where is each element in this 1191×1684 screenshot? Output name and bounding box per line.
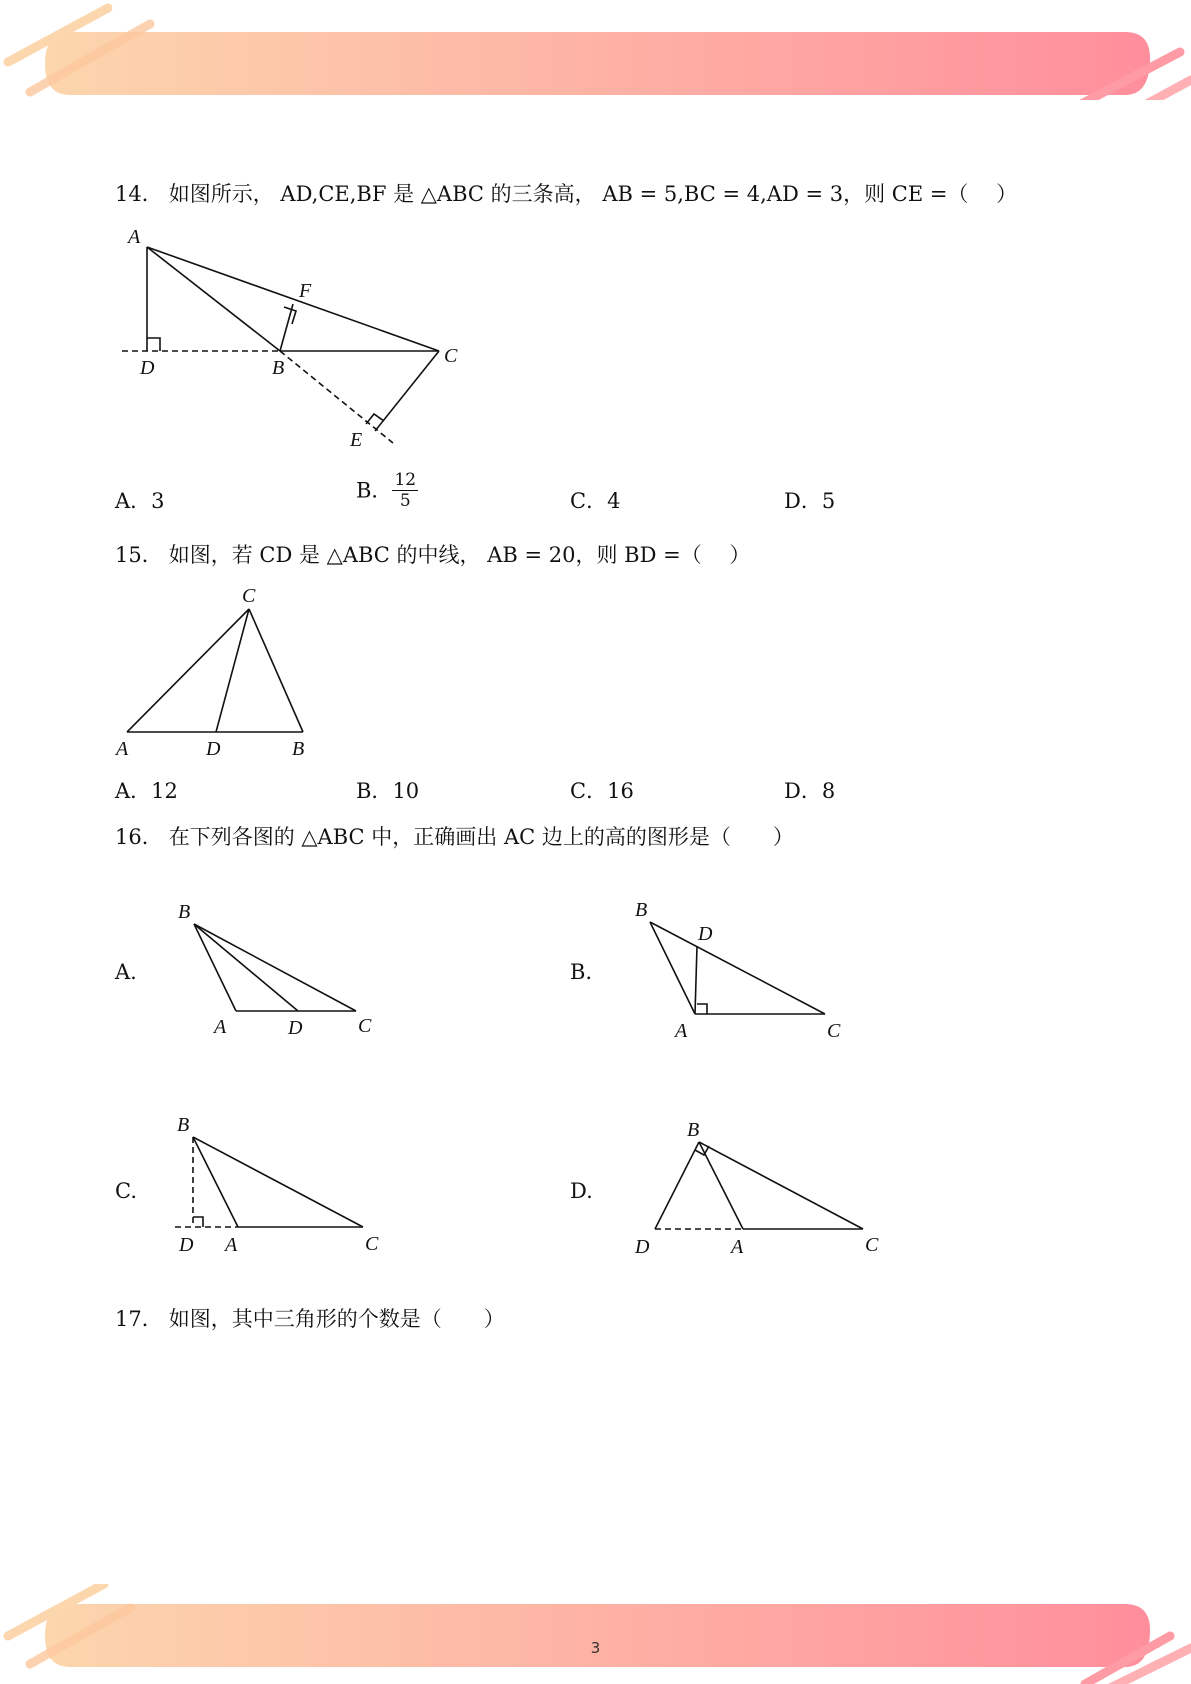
label-E: E [350, 429, 363, 451]
question-17 [115, 1305, 505, 1333]
option-letter: D． [784, 489, 822, 513]
header-banner [0, 0, 1191, 100]
question-14 [115, 180, 1017, 208]
q15-option-d[interactable] [784, 777, 835, 805]
label-B: B [178, 901, 191, 923]
question-number: 16． [115, 825, 163, 849]
q14-option-a[interactable] [115, 487, 165, 515]
option-letter: A. [115, 960, 137, 984]
label-C: C [358, 1015, 372, 1037]
q14-option-d[interactable] [784, 487, 835, 515]
question-text: 如图所示， AD,CE,BF 是 △ABC 的三条高， AB = 5,BC = 4,AD = 3，则 CE =（ ） [168, 182, 1018, 206]
page-number: 3 [590, 1639, 601, 1657]
option-letter: C． [570, 779, 608, 803]
label-A: A [128, 226, 141, 248]
q16-figure-b [625, 890, 865, 1050]
q16-option-d[interactable] [570, 1177, 593, 1205]
label-B: B [272, 357, 285, 379]
label-A: A [225, 1234, 238, 1256]
q15-option-b[interactable] [356, 777, 419, 805]
fraction [392, 470, 418, 511]
label-D: D [288, 1017, 303, 1039]
q16-option-c[interactable] [115, 1177, 137, 1205]
footer-banner [0, 1584, 1191, 1684]
q16-option-a[interactable] [115, 958, 137, 986]
q15-option-a[interactable] [115, 777, 178, 805]
option-value: 5 [821, 489, 836, 513]
q14-option-c[interactable] [570, 487, 620, 515]
fraction-denominator: 5 [399, 491, 411, 511]
fraction-numerator: 12 [394, 470, 417, 490]
label-A: A [116, 738, 129, 760]
q14-option-b[interactable] [356, 470, 418, 511]
label-B: B [292, 738, 305, 760]
label-C: C [242, 585, 256, 607]
question-number: 15． [115, 543, 163, 567]
q16-figure-d [625, 1112, 885, 1272]
label-B: B [177, 1114, 190, 1136]
option-value: 16 [607, 779, 634, 803]
label-C: C [365, 1233, 379, 1255]
question-text: 在下列各图的 △ABC 中，正确画出 AC 边上的高的图形是（ ） [168, 825, 794, 849]
option-value: 10 [392, 779, 420, 803]
option-letter: D. [570, 1179, 593, 1203]
label-D: D [179, 1234, 194, 1256]
q15-option-c[interactable] [570, 777, 634, 805]
option-letter: B． [356, 779, 393, 803]
label-A: A [214, 1016, 227, 1038]
label-B: B [635, 899, 648, 921]
label-C: C [444, 345, 458, 367]
option-letter: A． [115, 779, 152, 803]
option-letter: C. [115, 1179, 137, 1203]
q14-figure [110, 225, 470, 455]
question-text: 如图，其中三角形的个数是（ ） [168, 1307, 505, 1331]
label-D: D [698, 923, 713, 945]
label-A: A [731, 1236, 744, 1258]
q16-figure-a [170, 895, 390, 1045]
label-D: D [140, 357, 155, 379]
label-C: C [865, 1234, 879, 1256]
option-value: 8 [821, 779, 836, 803]
option-value: 12 [151, 779, 178, 803]
q16-option-b[interactable] [570, 958, 592, 986]
question-16 [115, 823, 794, 851]
label-C: C [827, 1020, 841, 1042]
option-letter: B． [356, 478, 393, 503]
q15-figure [110, 582, 330, 762]
question-text: 如图，若 CD 是 △ABC 的中线， AB = 20，则 BD =（ ） [168, 543, 751, 567]
question-number: 17． [115, 1307, 163, 1331]
option-letter: A． [115, 489, 152, 513]
label-D: D [206, 738, 221, 760]
option-letter: C． [570, 489, 608, 513]
option-letter: D． [784, 779, 822, 803]
option-value: 3 [151, 489, 165, 513]
q16-figure-c [165, 1110, 395, 1270]
option-letter: B. [570, 960, 593, 984]
option-value: 4 [607, 489, 621, 513]
label-D: D [635, 1236, 650, 1258]
question-number: 14． [115, 182, 163, 206]
label-B: B [687, 1119, 700, 1141]
label-F: F [299, 280, 312, 302]
label-A: A [675, 1020, 688, 1042]
question-15 [115, 541, 750, 569]
